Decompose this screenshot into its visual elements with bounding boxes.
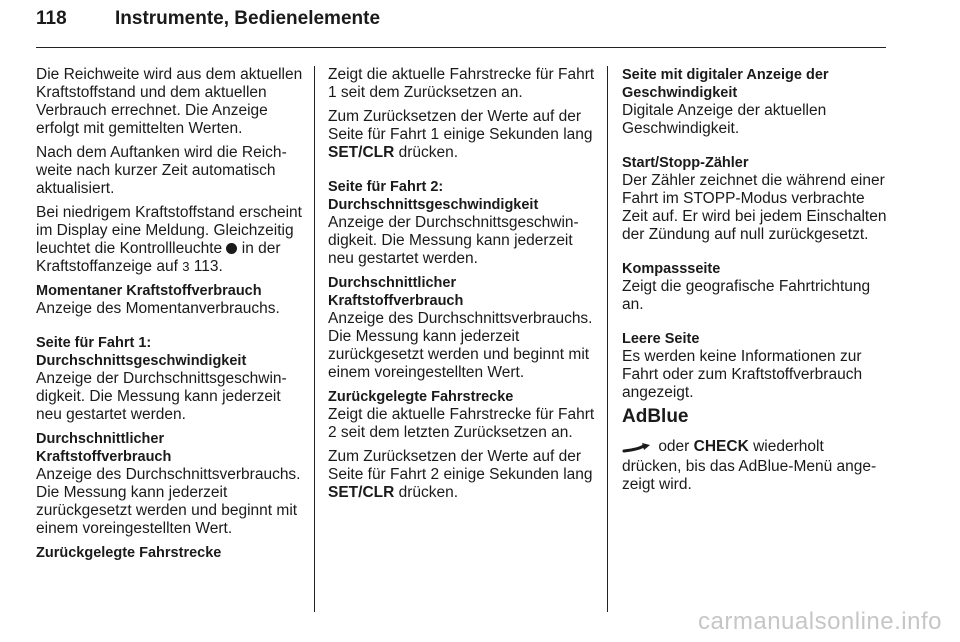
paragraph: Anzeige des Durchschnittsverbrauchs. Die Messung kann jederzeit zurückgesetzt werden und beginnt mit einem voreingestellten Wert. (328, 310, 593, 381)
section-heading: Kompassseite (622, 261, 721, 277)
paragraph-text: in der Kraftstoffanzeige auf (36, 240, 281, 275)
paragraph-reset (328, 108, 598, 162)
paragraph-text: Bei niedrigem Kraftstoffstand erscheint im Display eine Meldung. Gleichzeitig leuchtet die Kontrollleuchte (36, 204, 302, 257)
section-heading: Start/Stopp-Zähler (622, 155, 749, 171)
paragraph-reset (328, 448, 598, 502)
paragraph-text: Zum Zurücksetzen der Werte auf der Seite für Fahrt 2 einige Sekunden lang (328, 448, 593, 483)
page-header (36, 8, 886, 48)
section-heading: Durchschnittsgeschwindigkeit (36, 353, 247, 369)
section-heading: Kraftstoffverbrauch (328, 293, 464, 309)
paragraph-text: Zum Zurücksetzen der Werte auf der Seite für Fahrt 1 einige Sekunden lang (328, 108, 593, 143)
section-heading: Seite für Fahrt 2: (328, 179, 444, 195)
section-heading: Zurückgelegte Fahrstrecke (36, 545, 222, 561)
watermark: carmanualsonline.info (698, 608, 942, 635)
section-title-adblue: AdBlue (622, 406, 689, 427)
paragraph-adblue (622, 438, 892, 494)
section-heading: Zurückgelegte Fahrstrecke (328, 389, 514, 405)
button-label-set-clr: SET/CLR (328, 484, 395, 501)
paragraph: Zeigt die aktuelle Fahrstrecke für Fahrt 1 seit dem Zurücksetzen an. (328, 66, 595, 101)
paragraph: Anzeige des Momentanverbrauchs. (36, 300, 280, 317)
header-divider (36, 47, 886, 48)
paragraph: Digitale Anzeige der aktuellen Geschwindigkeit. (622, 102, 827, 137)
paragraph: Anzeige der Durchschnittsgeschwindigkeit. Die Messung kann jederzeit neu gestartet werden. (328, 214, 579, 267)
section-heading: Seite für Fahrt 1: (36, 335, 152, 351)
section-heading: Seite mit digitaler Anzeige der (622, 67, 829, 83)
section-heading: Leere Seite (622, 331, 700, 347)
page-reference[interactable]: 113. (193, 258, 223, 275)
button-label-check: CHECK (693, 438, 749, 455)
column-1 (36, 66, 306, 562)
paragraph: Der Zähler zeichnet die während einer Fahrt im STOPP-Modus verbrachte Zeit auf. Er wird bei jedem Einschalten der Zündung auf null zurückgesetzt. (622, 172, 887, 243)
page-number: 118 (36, 8, 67, 29)
paragraph: Nach dem Auftanken wird die Reichweite nach kurzer Zeit automatisch aktualisiert. (36, 144, 287, 197)
section-heading: Durchschnittlicher (36, 431, 165, 447)
paragraph: Es werden keine Informationen zur Fahrt oder zum Kraftstoffverbrauch angezeigt. (622, 348, 863, 401)
paragraph-text: drücken. (398, 484, 459, 501)
column-2 (328, 66, 598, 508)
paragraph-text: wiederholt (753, 438, 824, 455)
paragraph-text: oder (658, 438, 690, 455)
paragraph: Die Reichweite wird aus dem aktuellen Kraftstoffstand und dem aktuellen Verbrauch errechnet. Die Anzeige erfolgt mit gemittelten Werten. (36, 66, 303, 137)
fuel-warning-dot-icon (226, 243, 237, 254)
steering-swipe-icon (622, 440, 654, 458)
page-title: Instrumente, Bedienelemente (115, 8, 381, 29)
paragraph-text: drücken. (398, 144, 459, 161)
paragraph: Anzeige der Durchschnittsgeschwindigkeit. Die Messung kann jederzeit neu gestartet werden. (36, 370, 287, 423)
column-divider-2 (607, 66, 608, 612)
paragraph: Anzeige des Durchschnittsverbrauchs. Die Messung kann jederzeit zurückgesetzt werden und beginnt mit einem voreingestellten Wert. (36, 466, 301, 537)
section-heading: Kraftstoffverbrauch (36, 449, 172, 465)
section-heading: Momentaner Kraftstoffverbrauch (36, 283, 262, 299)
column-3 (622, 66, 892, 500)
section-heading: Durchschnittsgeschwindigkeit (328, 197, 539, 213)
page-reference-arrow-icon: 3 (182, 259, 190, 274)
section-heading: Durchschnittlicher (328, 275, 457, 291)
button-label-set-clr: SET/CLR (328, 144, 395, 161)
paragraph-low-fuel (36, 204, 306, 276)
paragraph: Zeigt die aktuelle Fahrstrecke für Fahrt 2 seit dem letzten Zurücksetzen an. (328, 406, 595, 441)
paragraph: Zeigt die geografische Fahrtrichtung an. (622, 278, 871, 313)
column-divider-1 (314, 66, 315, 612)
paragraph-text: drücken, bis das AdBlue-Menü angezeigt wird. (622, 458, 877, 493)
section-heading: Geschwindigkeit (622, 85, 738, 101)
